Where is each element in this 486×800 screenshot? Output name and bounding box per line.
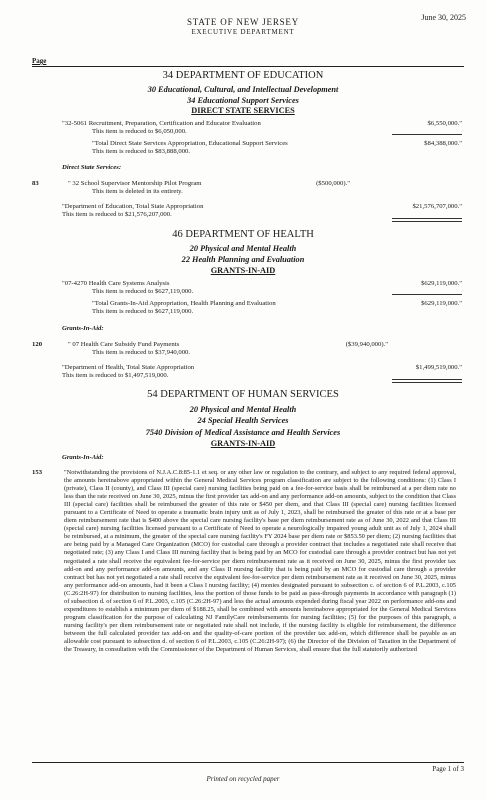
health-line3-note: This item is reduced to $37,940,000. bbox=[92, 349, 191, 356]
edu-line4-amount: $21,576,707,000." bbox=[412, 203, 462, 210]
footer-divider bbox=[32, 762, 464, 763]
health-line4-amount: $1,499,519,000." bbox=[415, 364, 462, 371]
header-divider bbox=[32, 66, 464, 67]
edu-line4: "Department of Education, Total State Appropriation bbox=[62, 203, 204, 210]
health-page-number: 120 bbox=[32, 341, 43, 348]
human-gia-label: Grants-In-Aid: bbox=[62, 454, 104, 461]
health-line2-amount: $629,119,000." bbox=[421, 300, 462, 307]
page-of-label: Page 1 of 3 bbox=[432, 765, 464, 773]
state-heading: STATE OF NEW JERSEY bbox=[186, 17, 300, 27]
education-sub2: 34 Educational Support Services bbox=[187, 96, 299, 105]
health-sub2: 22 Health Planning and Evaluation bbox=[181, 255, 305, 264]
health-sub1: 20 Physical and Mental Health bbox=[189, 244, 297, 253]
edu-line3-note: This item is deleted in its entirety. bbox=[92, 188, 183, 195]
health-line3-amount: ($39,940,000)." bbox=[345, 341, 388, 348]
health-total-double-rule bbox=[392, 379, 462, 383]
edu-line3: " 32 School Supervisor Mentorship Pilot Program bbox=[68, 180, 202, 187]
health-line4-note: This item is reduced to $1,497,519,000. bbox=[62, 372, 169, 379]
health-gia-label: Grants-In-Aid: bbox=[62, 325, 104, 332]
edu-page-number: 83 bbox=[32, 180, 39, 187]
edu-total-double-rule bbox=[392, 218, 462, 222]
health-line4: "Department of Health, Total State Appropriation bbox=[62, 364, 195, 371]
page-column-label: Page bbox=[32, 57, 47, 65]
education-sub1: 30 Educational, Cultural, and Intellectual Development bbox=[147, 85, 339, 94]
health-line1: "07-4270 Health Care Systems Analysis bbox=[62, 280, 170, 287]
health-line2: "Total Grants-In-Aid Appropriation, Health Planning and Evaluation bbox=[92, 300, 276, 307]
health-line2-note: This item is reduced to $627,119,000. bbox=[92, 308, 194, 315]
human-category: GRANTS-IN-AID bbox=[210, 439, 276, 448]
department-heading: EXECUTIVE DEPARTMENT bbox=[191, 28, 295, 36]
edu-line4-note: This item is reduced to $21,576,207,000. bbox=[62, 211, 172, 218]
document-date: June 30, 2025 bbox=[421, 13, 466, 22]
human-sub1: 20 Physical and Mental Health bbox=[189, 405, 297, 414]
edu-line2-note: This item is reduced to $83,888,000. bbox=[92, 148, 191, 155]
edu-line1-underline bbox=[392, 134, 462, 135]
human-dept-title: 54 DEPARTMENT OF HUMAN SERVICES bbox=[147, 389, 339, 400]
edu-line1-amount: $6,550,000." bbox=[427, 120, 462, 127]
edu-dss-label: Direct State Services: bbox=[62, 164, 122, 171]
health-line1-underline bbox=[392, 294, 462, 295]
edu-line1: "32-5061 Recruitment, Preparation, Certification and Educator Evaluation bbox=[62, 120, 261, 127]
edu-line1-note: This item is reduced to $6,050,000. bbox=[92, 128, 187, 135]
human-paragraph: "Notwithstanding the provisions of N.J.A.C.8:85-1.1 et seq. or any other law or regulation to the contrary, and subject to any required federal approval, the amounts hereinabove appropriated within the General Medical Services program classification are subject to the following conditions: (1) Class I (private), Class II (county), and Class III (special care) nursing facilities being paid on a fee-for-service basis shall be reimbursed at a per diem rate no less than the rate received on June 30, 2025, minus the first provider tax add-on and any performance add-on amounts, subject to the condition that Class III (special care) facilities shall be reimbursed the greater of this rate or $450 per diem, and that Class III (special care) nursing facilities licensed pursuant to a Certificate of Need to operate a traumatic brain injury unit as of July 1, 2023, shall be reimbursed the greater of this rate or at a base per diem reimbursement rate that is $400 above the special care nursing facility's base per diem reimbursement rate as of June 30, 2022 and that Class III (special care) nursing facilities licensed pursuant to a Certificate of Need to operate a neurologically impaired young adult unit as of July 1, 2024 shall be reimbursed, at a minimum, the greater of the special care nursing facility's FY 2024 base per diem rate or $853.50 per diem; (2) nursing facilities that are being paid by a Managed Care Organization (MCO) for custodial care through a provider contract that includes a negotiated rate shall receive that negotiated rate; (3) any Class I and Class III nursing facility that is being paid by an MCO for custodial care through a provider contract but has not yet negotiated a rate shall receive the equivalent fee-for-service per diem reimbursement rate as it received on June 30, 2025, minus the first provider tax add-on and any performance add-on amounts, and any Class II nursing facility that is being paid by an MCO for custodial care through a provider contract but has not yet negotiated a rate shall receive the equivalent fee-for-service per diem reimbursement rate as it received on June 30, 2025, minus any performance add-on amounts, had it been a Class I nursing facility; (4) monies designated pursuant to subsection c. of section 6 of P.L.2003, c.105 (C.26:2H-97) for distribution to nursing facilities, less the portion of those funds to be paid as pass-through payments in accordance with paragraph (1) of subsection d. of section 6 of P.L.2003, c.105 (C.26:2H-97) and less the actual amounts expended during fiscal year 2022 on performance add-ons and expenditures to establish a minimum per diem of $188.25, shall be combined with amounts hereinabove appropriated for the General Medical Services program classification for the purpose of calculating NJ FamilyCare reimbursements for nursing facilities; (5) for the purposes of this paragraph, a nursing facility's per diem reimbursement rate or negotiated rate shall not include, if the nursing facility is eligible for reimbursement, the difference between the full calculated provider tax add-on and the quality-of-care portion of the provider tax add-on, which difference shall be payable as an allowable cost pursuant to subsection d. of section 6 of P.L.2003, c.105 (C.26:2H-97); (6) the Director of the Division of Taxation in the Department of the Treasury, in consultation with the Commissioner of the Department of Human Services, shall ensure that the full statutorily authorized bbox=[64, 469, 456, 654]
health-line1-amount: $629,119,000." bbox=[421, 280, 462, 287]
health-category: GRANTS-IN-AID bbox=[210, 266, 276, 275]
education-dept-title: 34 DEPARTMENT OF EDUCATION bbox=[162, 70, 324, 81]
education-category: DIRECT STATE SERVICES bbox=[191, 106, 295, 115]
health-line1-note: This item is reduced to $627,119,000. bbox=[92, 288, 194, 295]
recycled-paper-note: Printed on recycled paper bbox=[206, 775, 280, 783]
human-sub3: 7540 Division of Medical Assistance and Health Services bbox=[145, 428, 341, 437]
edu-line2-amount: $84,388,000." bbox=[424, 140, 462, 147]
health-dept-title: 46 DEPARTMENT OF HEALTH bbox=[172, 229, 314, 240]
human-page-number: 153 bbox=[32, 469, 43, 476]
edu-line3-amount: ($500,000)." bbox=[316, 180, 350, 187]
human-sub2: 24 Special Health Services bbox=[197, 416, 289, 425]
health-line3: " 07 Health Care Subsidy Fund Payments bbox=[68, 341, 180, 348]
edu-line2: "Total Direct State Services Appropriation, Educational Support Services bbox=[92, 140, 288, 147]
